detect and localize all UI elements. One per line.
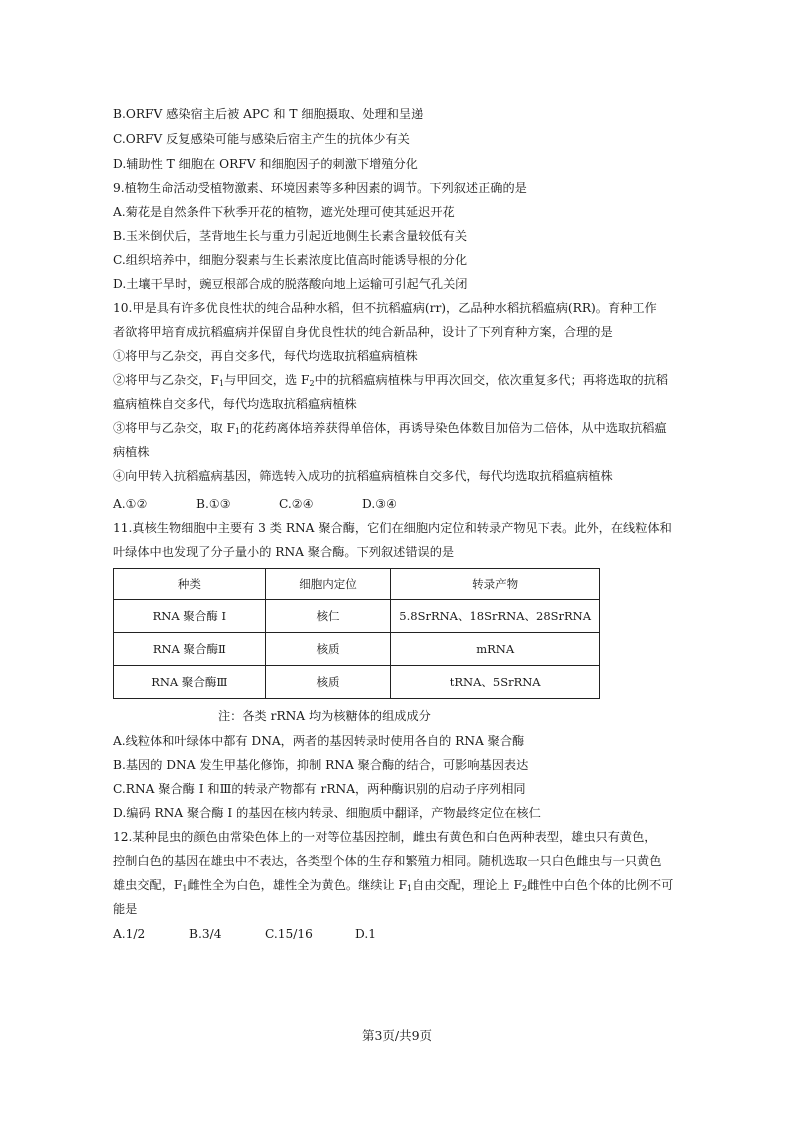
q9-option-a: A.菊花是自然条件下秋季开花的植物，遮光处理可使其延迟开花: [113, 205, 455, 219]
q11-option-a: A.线粒体和叶绿体中都有 DNA，两者的基因转录时使用各自的 RNA 聚合酶: [113, 734, 525, 748]
q12-stem-line4: 能是: [113, 902, 138, 916]
q11-option-c: C.RNA 聚合酶 I 和Ⅲ的转录产物都有 rRNA，两种酶识别的启动子序列相同: [113, 782, 526, 796]
table-header-cell: 种类: [114, 569, 266, 600]
q12-stem-line2: 控制白色的基因在雄虫中不表达，各类型个体的生存和繁殖力相同。随机选取一只白色雌虫与一只黄色: [113, 854, 662, 868]
table-header-cell: 细胞内定位: [265, 569, 391, 600]
q8-option-c: C.ORFV 反复感染可能与感染后宿主产生的抗体少有关: [113, 132, 410, 146]
table-cell: mRNA: [391, 633, 600, 666]
rna-polymerase-table: [113, 568, 600, 699]
q12-option-b: B.3/4: [189, 927, 222, 941]
table-cell: 5.8SrRNA、18SrRNA、28SrRNA: [391, 600, 600, 633]
q10-plan-1: ①将甲与乙杂交，再自交多代，每代均选取抗稻瘟病植株: [113, 349, 418, 363]
table-cell: 核质: [265, 633, 391, 666]
q10-stem-line1: 10.甲是具有许多优良性状的纯合品种水稻，但不抗稻瘟病(rr)，乙品种水稻抗稻瘟病(RR)。育种工作: [113, 301, 657, 315]
page-number-footer: 第3页/共9页: [361, 1028, 433, 1043]
table-cell: tRNA、5SrRNA: [391, 666, 600, 699]
q10-plan-2-line1: ②将甲与乙杂交，$F_1$与甲回交，选 $F_2$中的抗稻瘟病植株与甲再次回交，依次重复多代；再将选取的抗稻: [113, 373, 669, 388]
q10-stem-line2: 者欲将甲培育成抗稻瘟病并保留自身优良性状的纯合新品种，设计了下列育种方案，合理的是: [113, 325, 613, 339]
table-cell: 核仁: [265, 600, 391, 633]
table-header-row: [114, 569, 600, 600]
q12-option-a: A.1/2: [113, 927, 146, 941]
table-note: 注：各类 rRNA 均为核糖体的组成成分: [218, 709, 431, 723]
q9-option-b: B.玉米倒伏后，茎背地生长与重力引起近地侧生长素含量较低有关: [113, 229, 468, 243]
q12-option-c: C.15/16: [265, 927, 313, 941]
q11-stem-line2: 叶绿体中也发现了分子量小的 RNA 聚合酶。下列叙述错误的是: [113, 545, 455, 559]
q10-option-a: A.①②: [113, 497, 148, 511]
q8-option-b: B.ORFV 感染宿主后被 APC 和 T 细胞摄取、处理和呈递: [113, 107, 424, 121]
q12-option-d: D.1: [355, 927, 376, 941]
q10-plan-2-line2: 瘟病植株自交多代，每代均选取抗稻瘟病植株: [113, 397, 357, 411]
table-cell: RNA 聚合酶 I: [114, 600, 266, 633]
table-row: [114, 666, 600, 699]
q12-stem-line3: 雄虫交配，$F_1$雌性全为白色，雄性全为黄色。继续让 $F_1$自由交配，理论上 $F_2$雌性中白色个体的比例不可: [113, 878, 674, 893]
table-header-cell: 转录产物: [391, 569, 600, 600]
q10-plan-3-line1: ③将甲与乙杂交，取 $F_1$的花药离体培养获得单倍体，再诱导染色体数目加倍为二倍体，从中选取抗稻瘟: [113, 421, 667, 436]
q10-option-d: D.③④: [362, 497, 398, 511]
q10-option-c: C.②④: [279, 497, 314, 511]
q9-stem: 9.植物生命活动受植物激素、环境因素等多种因素的调节。下列叙述正确的是: [113, 181, 527, 195]
q11-option-b: B.基因的 DNA 发生甲基化修饰，抑制 RNA 聚合酶的结合，可影响基因表达: [113, 758, 529, 772]
q12-stem-line1: 12.某种昆虫的颜色由常染色体上的一对等位基因控制，雌虫有黄色和白色两种表型，雄虫只有黄色，: [113, 830, 657, 844]
q10-plan-4: ④向甲转入抗稻瘟病基因，筛选转入成功的抗稻瘟病植株自交多代，每代均选取抗稻瘟病植株: [113, 469, 613, 483]
table-row: [114, 600, 600, 633]
q8-option-d: D.辅助性 T 细胞在 ORFV 和细胞因子的刺激下增殖分化: [113, 157, 418, 171]
q11-option-d: D.编码 RNA 聚合酶 I 的基因在核内转录、细胞质中翻译，产物最终定位在核仁: [113, 806, 541, 820]
q11-stem-line1: 11.真核生物细胞中主要有 3 类 RNA 聚合酶，它们在细胞内定位和转录产物见下表。此外，在线粒体和: [113, 521, 672, 535]
table-cell: RNA 聚合酶Ⅱ: [114, 633, 266, 666]
q12-options: [113, 926, 376, 942]
table-cell: 核质: [265, 666, 391, 699]
q10-options: [113, 496, 397, 512]
q10-option-b: B.①③: [196, 497, 231, 511]
q9-option-c: C.组织培养中，细胞分裂素与生长素浓度比值高时能诱导根的分化: [113, 253, 468, 267]
q10-plan-3-line2: 病植株: [113, 445, 150, 459]
table-cell: RNA 聚合酶Ⅲ: [114, 666, 266, 699]
table-row: [114, 633, 600, 666]
q9-option-d: D.土壤干旱时，豌豆根部合成的脱落酸向地上运输可引起气孔关闭: [113, 277, 468, 291]
